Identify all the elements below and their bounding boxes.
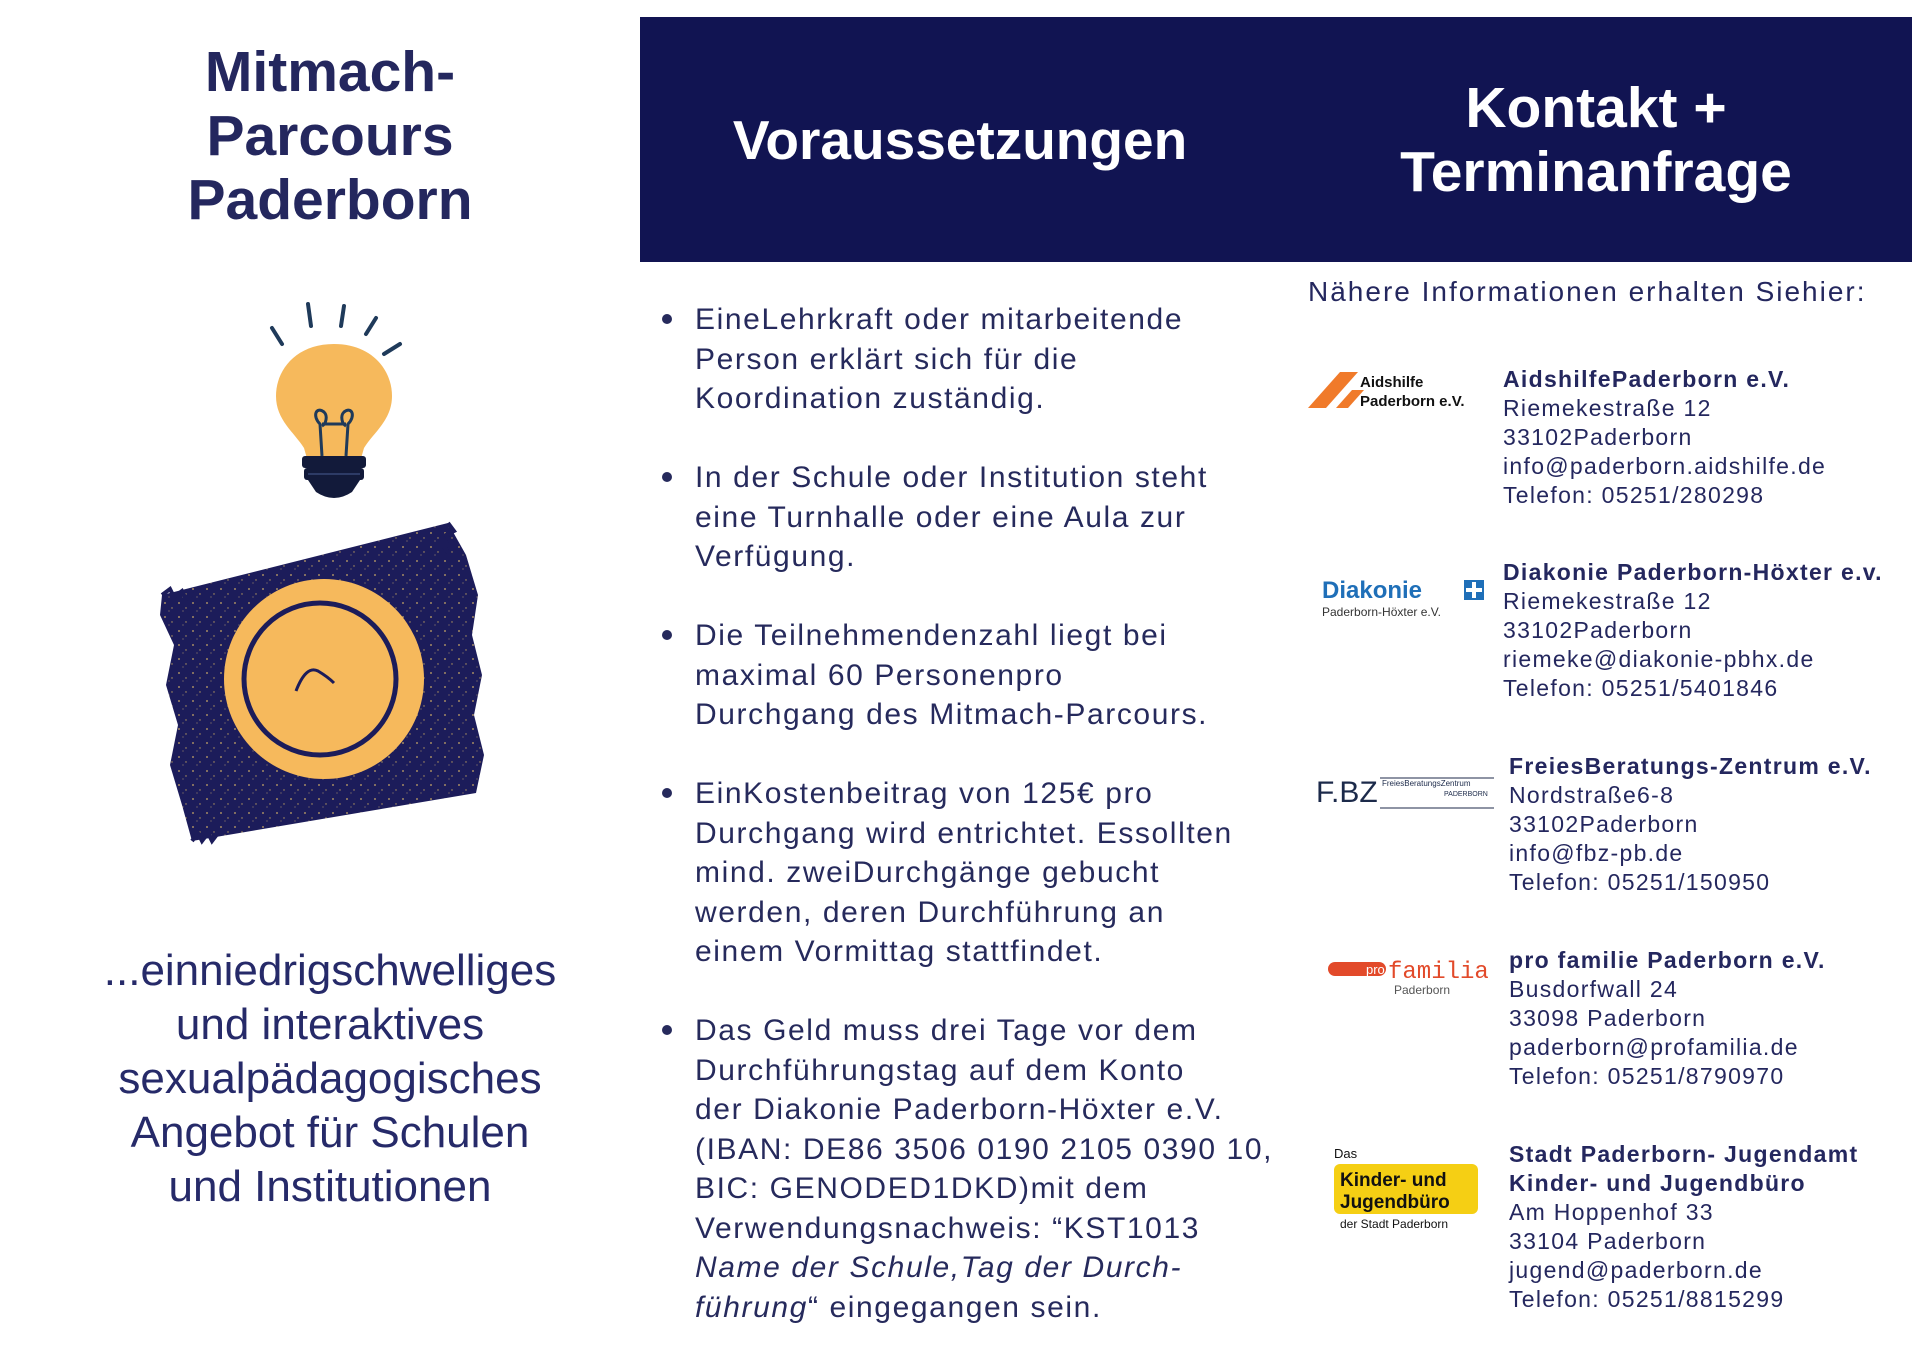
requirement-item <box>660 616 1300 735</box>
diakonie-logo-line1: Diakonie <box>1322 577 1423 604</box>
profamilia-logo-line1: pro <box>1366 962 1385 977</box>
contact-city: 33102Paderborn <box>1503 424 1693 450</box>
contact-name: FreiesBeratungs-Zentrum e.V. <box>1509 753 1872 779</box>
contact-street: Riemekestraße 12 <box>1503 395 1712 421</box>
requirement-line: Das Geld muss drei Tage vor dem <box>695 1014 1198 1047</box>
requirement-line: Durchgang wird entrichtet. Essollten <box>695 816 1233 850</box>
contact-phone: Telefon: 05251/8790970 <box>1509 1063 1785 1089</box>
contact-city: 33098 Paderborn <box>1509 1005 1707 1031</box>
contact-details <box>1509 946 1826 1091</box>
contact-details <box>1503 365 1826 510</box>
contact-heading <box>1280 17 1912 262</box>
requirement-line: Koordination zuständig. <box>695 382 1046 415</box>
requirement-line: einem Vormittag stattfindet. <box>695 935 1104 968</box>
contact-name: Stadt Paderborn- Jugendamt <box>1509 1141 1859 1167</box>
requirement-line: BIC: GENODED1DKD)mit dem <box>695 1172 1149 1205</box>
requirement-line: Person erklärt sich für die <box>695 342 1079 376</box>
diakonie-logo-line2: Paderborn-Höxter e.V. <box>1322 605 1441 619</box>
condom-package-illustration <box>148 515 488 845</box>
requirement-line: Durchgang des Mitmach-Parcours. <box>695 698 1209 731</box>
aidshilfe-logo <box>1308 370 1488 410</box>
contact-phone: Telefon: 05251/280298 <box>1503 482 1765 508</box>
requirement-line: mind. zweiDurchgänge gebucht <box>695 856 1161 889</box>
contact-subname: Kinder- und Jugendbüro <box>1509 1170 1806 1196</box>
contact-name: Diakonie Paderborn-Höxter e.v. <box>1503 559 1883 585</box>
contact-city: 33102Paderborn <box>1503 617 1693 643</box>
flyer-tagline <box>60 944 600 1214</box>
contact-email[interactable]: info@paderborn.aidshilfe.de <box>1503 453 1827 479</box>
requirement-item <box>660 774 1300 972</box>
contact-heading-line: Terminanfrage <box>1400 139 1792 204</box>
flyer-title-line: Mitmach- <box>204 40 456 104</box>
tagline-line: sexualpädagogisches <box>118 1054 542 1103</box>
requirement-line: der Diakonie Paderborn-Höxter e.V. <box>695 1093 1224 1126</box>
jugendbuero-logo-line4: der Stadt Paderborn <box>1340 1217 1449 1231</box>
diakonie-logo <box>1322 576 1492 620</box>
tagline-line: und Institutionen <box>168 1162 492 1211</box>
requirement-item <box>660 458 1300 577</box>
contact-phone: Telefon: 05251/8815299 <box>1509 1286 1785 1312</box>
fbz-logo-line3: PADERBORN <box>1444 791 1488 798</box>
aidshilfe-logo-line2: Paderborn e.V. <box>1360 393 1465 410</box>
profamilia-logo-line3: Paderborn <box>1394 983 1451 997</box>
contact-email[interactable]: info@fbz-pb.de <box>1509 840 1684 866</box>
profamilia-logo <box>1328 956 1498 1000</box>
contact-name: AidshilfePaderborn e.V. <box>1503 366 1791 392</box>
jugendbuero-logo-line1: Das <box>1334 1146 1358 1161</box>
requirement-line: eine Turnhalle oder eine Aula zur <box>695 500 1187 534</box>
requirements-list <box>660 300 1300 1367</box>
contact-details <box>1503 558 1883 703</box>
tagline-line: und interaktives <box>175 1000 485 1049</box>
contact-street: Nordstraße6-8 <box>1509 782 1675 808</box>
requirement-line: werden, deren Durchführung an <box>695 895 1166 929</box>
flyer-title-line: Parcours <box>206 104 454 168</box>
jugendbuero-logo-line3: Jugendbüro <box>1340 1192 1450 1213</box>
requirement-line <box>695 1288 1300 1328</box>
contact-name: pro familie Paderborn e.V. <box>1509 947 1826 973</box>
requirement-line: Durchführungstag auf dem Konto <box>695 1053 1185 1087</box>
fbz-logo-line1: F.BZ <box>1316 776 1378 809</box>
contact-street: Busdorfwall 24 <box>1509 976 1679 1002</box>
jugendbuero-logo <box>1334 1144 1484 1234</box>
contact-city: 33102Paderborn <box>1509 811 1699 837</box>
contact-street: Riemekestraße 12 <box>1503 588 1712 614</box>
contact-phone: Telefon: 05251/5401846 <box>1503 675 1779 701</box>
requirement-item <box>660 1011 1300 1327</box>
aidshilfe-logo-line1: Aidshilfe <box>1360 374 1424 391</box>
jugendbuero-logo-line2: Kinder- und <box>1340 1170 1447 1191</box>
contacts-intro: Nähere Informationen erhalten Siehier: <box>1308 276 1867 307</box>
requirement-line: maximal 60 Personenpro <box>695 658 1064 692</box>
contact-details <box>1509 1140 1858 1314</box>
contact-email[interactable]: paderborn@profamilia.de <box>1509 1034 1799 1060</box>
tagline-line: Angebot für Schulen <box>130 1108 530 1157</box>
flyer-title <box>100 40 560 232</box>
requirement-line-italic: Name der Schule,Tag der Durch- <box>695 1251 1183 1284</box>
contact-heading-line: Kontakt + <box>1465 75 1727 140</box>
lightbulb-icon <box>252 296 417 506</box>
requirements-heading: Voraussetzungen <box>732 108 1188 171</box>
profamilia-logo-line2: familia <box>1388 959 1489 986</box>
contact-email[interactable]: riemeke@diakonie-pbhx.de <box>1503 646 1815 672</box>
requirement-item <box>660 300 1300 419</box>
requirement-line: EinKostenbeitrag von 125€ pro <box>695 777 1154 810</box>
requirement-line: In der Schule oder Institution steht <box>695 461 1208 494</box>
tagline-line: ...einniedrigschwelliges <box>103 946 557 995</box>
contact-street: Am Hoppenhof 33 <box>1509 1199 1714 1225</box>
requirement-line: EineLehrkraft oder mitarbeitende <box>695 303 1184 336</box>
requirement-line: (IBAN: DE86 3506 0190 2105 0390 10, <box>695 1132 1274 1166</box>
fbz-logo <box>1316 772 1496 812</box>
requirement-line: Verfügung. <box>695 540 857 573</box>
contact-details <box>1509 752 1872 897</box>
requirement-italic-fragment: führung <box>695 1290 808 1324</box>
contact-email[interactable]: jugend@paderborn.de <box>1509 1257 1763 1283</box>
requirement-line: Die Teilnehmendenzahl liegt bei <box>695 619 1168 652</box>
header-banner <box>640 17 1912 262</box>
requirement-fragment: “ eingegangen sein. <box>807 1290 1102 1324</box>
contact-phone: Telefon: 05251/150950 <box>1509 869 1771 895</box>
flyer-title-line: Paderborn <box>187 168 473 232</box>
fbz-logo-line2: FreiesBeratungsZentrum <box>1382 779 1471 788</box>
contact-city: 33104 Paderborn <box>1509 1228 1707 1254</box>
requirement-line: Verwendungsnachweis: “KST1013 <box>695 1211 1201 1245</box>
